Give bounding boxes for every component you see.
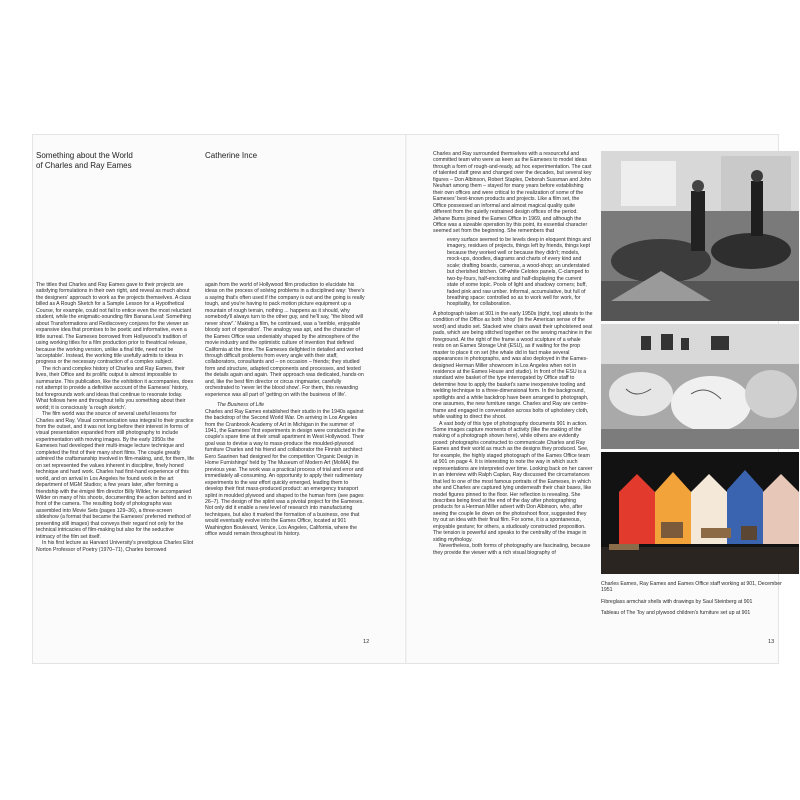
chapter-heading bbox=[36, 151, 133, 170]
text-column-1 bbox=[36, 282, 194, 553]
paragraph: Charles and Ray Eames established their studio in the 1940s against the backdrop of the Second World War. On arriving in Los Angeles from the Cranbrook Academy of Art in Michigan in the summer of 1941, the Eameses' first experiments in design were conducted in the couple's spare time at their small apartment in West Hollywood. Their goal was to devise a way to mass-produce the moulded-plywood furniture Charles and his friend and collaborator the Finnish architect Eero Saarinen had designed for the competition 'Organic Design in Home Furnishings' held by The Museum of Modern Art (MoMA) the previous year. The work was a practical process of trial and error and immediately all-consuming. An opportunity to apply their rudimentary experiments to the war effort quickly emerged, leading them to develop their first mass-produced product: an emergency transport splint in moulded plywood and shaped to the human form (see pages 26–7). The design of the splint was a pivotal project for the Eameses. Not only did it enable a new level of research into manufacturing techniques, but also it marked the formation of a business, one that would eventually evolve into the Eames Office, located at 901 Washington Boulevard, Venice, Los Angeles, California, where the office would remain throughout its history. bbox=[205, 408, 365, 538]
page-number-right: 13 bbox=[768, 639, 775, 645]
paragraph: A photograph taken at 901 in the early 1950s (right, top) attests to the condition of the Office as both 'shop' (in the American sense of the word) and studio set. Stacked wire chairs await their upholstered seat pads, which are being stitched together on the sewing machine in the foreground. At the right of the frame a wood sculpture of a whale rests on an Eames Storage Unit (ESU), as if waiting for the prop master to place it on set (the whale did in fact make several appearances in photographs, and was also deployed in the Eames-designed Herman Miller showroom in Los Angeles when not in residence at the Eames House and studio). In front of the ESU is a standard wire basket of the type interrogated by Office staff to determine how to apply the basket's same inexpensive tooling and welding technique to a three-dimensional form. In the background, spotlights and a white backdrop have been arranged to photograph, one assumes, the new furniture range. Charles and Ray are centre-frame and engaged in conversation across bolts of upholstery cloth, while waiting to direct the shoot. bbox=[433, 310, 593, 421]
paragraph: The rich and complex history of Charles and Ray Eames, their lives, their Office and its prolific output is almost impossible to summarize. This publication, like the exhibition it accompanies, does not attempt to provide a definitive account of the Eameses' history, but foregrounds work and ideas that continue to resonate today. What follows here and throughout tells you something about their world; it is consciously 'a rough sketch'. bbox=[36, 365, 194, 411]
paragraph: In his first lecture as Harvard University's prestigious Charles Eliot Norton Professor of Poetry (1970–71), Charles borrowed bbox=[36, 540, 194, 553]
author-name: Catherine Ince bbox=[205, 151, 258, 160]
section-subheading: The Business of Life bbox=[217, 402, 265, 409]
paragraph: again from the world of Hollywood film production to elucidate his ideas on the process of solving problems in a disciplined way: 'there's a saying that's often used if the company is out and the going is really tough, and you're having to pack motion picture equipment up a mountain of rough terrain, nothing ... happens as it should, why somebody'll always turn to the other guy, and he'll say, "the blood will never show".' Making a film, he continued, was a 'terrible, enjoyable bloody sort of operation'. The analogy was apt, and the character of the Eames Office was undeniably shaped by the atmosphere of the movie industry and the optimistic culture of invention that defined California at the time. The Eameses delighted in detailed and worked through difficult problems from every angle with their staff, collaborators, consultants and – on occasion – friends; they studied form and structure, adapted components and processes, and tested the details again and again. Their approach was dedicated, hands-on and, like the best film director or circus ringmaster, carefully orchestrated to 'never let the blood show'. For them, this rewarding experience was all part of 'getting on with the business of life'. bbox=[205, 282, 365, 398]
paragraph: The film world was the source of several useful lessons for Charles and Ray. Visual communication was integral to their practice from the outset, and it was not long before their interest in forms of visual presentation expanded from still photography to include experimentation with moving images. By the early 1950s the Eameses had developed their multi-image lecture technique and completed the first of their many short films. The couple greatly admired the craftsmanship involved in film-making, and, for them, life on set represented the values inherent in discipline, finely honed technique and hard work. Charles had first-hand experience of this world, and on arrival in Los Angeles he found work in the art department of MGM Studios; a few years later, after forming a friendship with the émigré film director Billy Wilder, he accompanied Wilder on many of his shoots, documenting the action behind and in front of the camera. The resulting body of photographs was assembled into Movie Sets (pages 129–36), a three-screen slideshow (a format that became the Eameses' preferred method of presenting still images) that conveys their regard not only for the technical intricacies of film-making but also for the seductive intimacy of the film set itself. bbox=[36, 411, 194, 540]
paragraph: The titles that Charles and Ray Eames gave to their projects are satisfying formulations in their own right, and reveal as much about the designers' approach to work as the projects themselves. A class billed as A Rough Sketch for a Sample Lesson for a Hypothetical Course, for example, could not fail to entice even the most reluctant student, while the enigmatic-sounding film Banana Leaf: Something about Transformations and Rediscovery conjures for the viewer an expansive idea that promises to be poetic and informative, even a little surreal. The Eameses borrowed from Hollywood's tradition of using working titles for a film production prior to theatrical release, because the working version, unlike a final title, need not be 'acceptable'. Instead, the working title usefully admits to ideas in progress or the necessary contraction of a complex subject. bbox=[36, 282, 192, 366]
block-quote: every surface seemed to be levels deep in eloquent things and imagery, residues of projects, things left by friends, things kept because they worked well or because they didn't; models, mock-ups, doodles, diagrams and charts of every kind and scale; drafting boards, cameras, a wood-shop; an understated but cherished kitchen. Off-white Celotex panels, C-clamped to two-by-fours, half-enclosing and half-displaying the current state of some topic. Pools of light and shadowy corners; buff, faded pink and raw umber. Informal, accumulative, but full of breathing space: controlled so as to work well for work, for hospitality, for collaboration. bbox=[447, 236, 591, 308]
paragraph: A vast body of this type of photography documents 901 in action. Some images capture moments of activity (like the making of the making of a photograph shown here), while others are evidently posed: photographs constructed to communicate Charles and Ray Eames and their world as much as the designs they produced. See, for example, the highly staged photograph of the Eames Office team at 901 on page 4. It is interesting to note the way in which such representations are interpreted over time. Looking back on her career in an interview with Ralph Caplan, Ray discussed the circumstances that led to one of the most famous portraits of the Eameses, in which she and Charles are captured lying underneath their chair bases, like model figures pinned to the floor. Her reflection is revealing. She describes being tired at the end of the day after photographing products for a Herman Miller advert with Don Albinson, who, after seeing the couple lie down on the photoshoot floor, suggested they try out an idea with their final film. For some, it is a spontaneous, enjoyable gesture; for others, a studiously constructed proposition. The tension is powerful and speaks to the centrality of the image in siding mythology. bbox=[433, 420, 593, 543]
caption-2: Fibreglass armchair shells with drawings by Saul Steinberg at 901 bbox=[601, 598, 753, 605]
book-spread bbox=[33, 135, 782, 663]
paragraph: Charles and Ray surrounded themselves with a resourceful and committed team who were as keen as the Eameses to model ideas through a form of rough-and-ready, ad hoc experimentation. The cast of talented staff grew and changed over the decades, but several key figures – Don Albinson, Robert Staples, Deborah Sussman and John Neuhart among them – stayed for many years before establishing their own offices and were critical to the realization of some of the Eameses' best-known products and projects. Like a film set, the Office possessed an informal and almost magical quality quite different from the quietly restrained design offices of the period. Jehane Burns joined the Eames Office in 1969, and although the Office was a sizeable operation by this point, its essential character seemed set from the beginning. She remembers that bbox=[433, 151, 592, 235]
photo-toy-tableau bbox=[601, 452, 799, 574]
paragraph: Nevertheless, both forms of photography are fascinating, because they provide the viewer with a rich visual biography of bbox=[433, 543, 591, 556]
text-column-3 bbox=[433, 151, 593, 556]
chapter-heading-line-1: Something about the World bbox=[36, 151, 133, 160]
page-number-left: 12 bbox=[363, 639, 370, 645]
photo-eames-office-workshop bbox=[601, 151, 799, 321]
page-fold bbox=[405, 135, 407, 663]
caption-3: Tableau of The Toy and plywood children's furniture set up at 901 bbox=[601, 610, 751, 617]
caption-1: Charles Eames, Ray Eames and Eames Office staff working at 901, December 1951 bbox=[601, 581, 782, 594]
text-column-2 bbox=[205, 282, 365, 538]
photo-captions bbox=[601, 581, 791, 617]
photo-fibreglass-shells bbox=[601, 324, 799, 449]
chapter-heading-line-2: of Charles and Ray Eames bbox=[36, 160, 132, 170]
